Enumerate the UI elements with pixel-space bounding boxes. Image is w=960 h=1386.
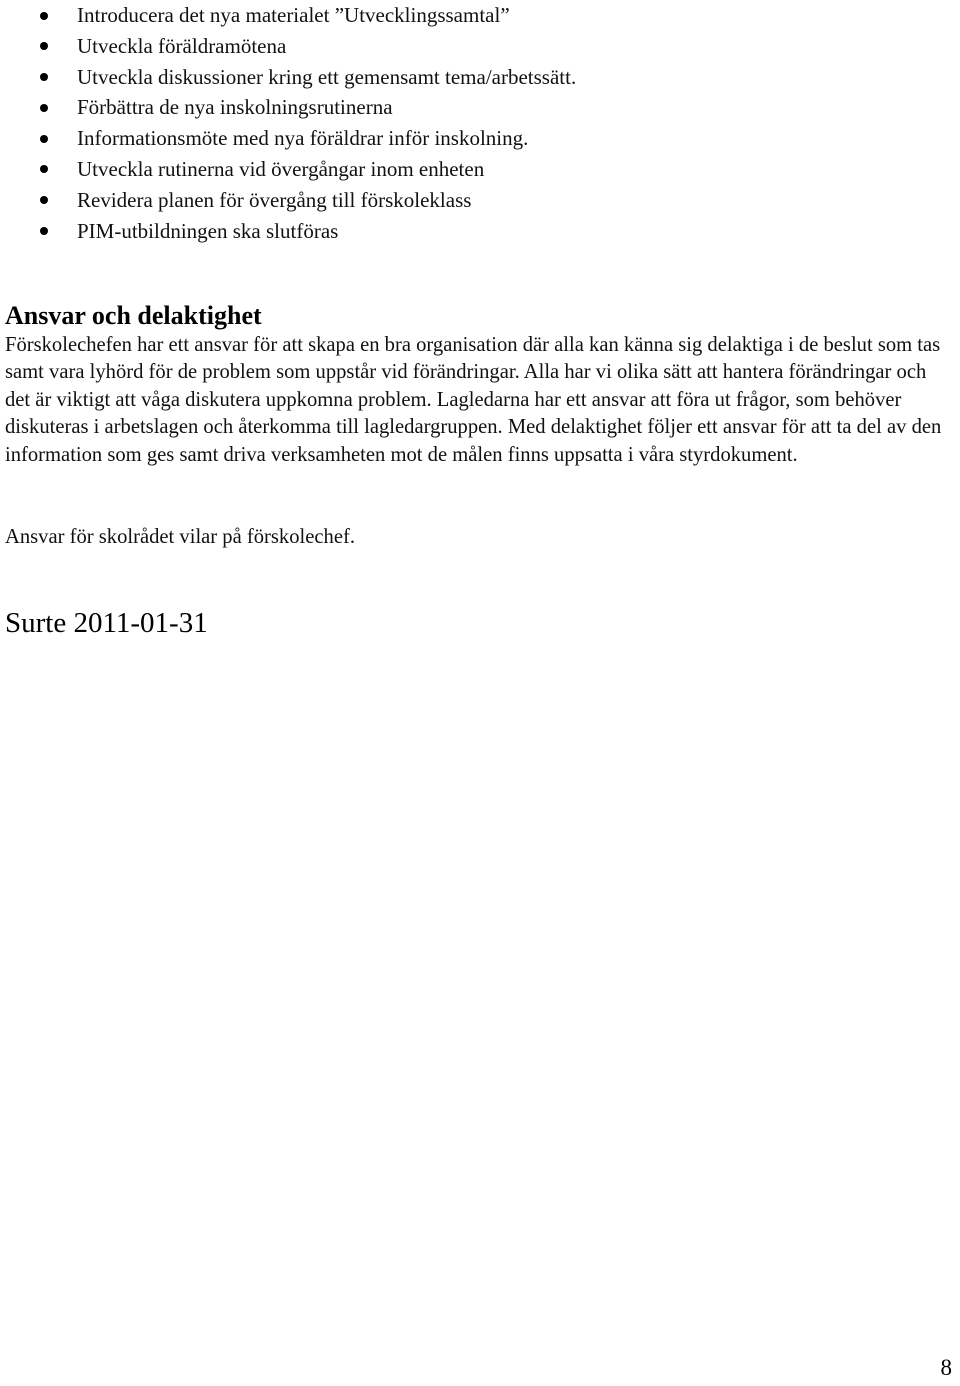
list-item [0,0,940,31]
list-item [0,154,940,185]
list-item-text: Introducera det nya materialet ”Utvecklingssamtal” [77,3,510,27]
page-number: 8 [940,1355,952,1380]
bullet-icon [40,42,48,50]
list-item-text: Revidera planen för övergång till förskoleklass [77,187,472,212]
list-item [0,123,940,154]
list-item-text: Informationsmöte med nya föräldrar inför inskolning. [77,126,529,151]
place-date-line: Surte 2011-01-31 [5,607,208,639]
list-item-text: Utveckla rutinerna vid övergångar inom enheten [77,156,485,181]
note-paragraph: Ansvar för skolrådet vilar på förskolechef. [5,526,355,548]
body-paragraph: Förskolechefen har ett ansvar för att skapa en bra organisation där alla kan känna sig delaktiga i de beslut som tas samt vara lyhörd för de problem som uppstår vid förändringar. Alla har vi olika sätt att hantera förändringar och det är viktigt att våga diskutera uppkomna problem. Lagledarna har ett ansvar att föra ut frågor, som behöver diskuteras i arbetslagen och återkomma till lagledargruppen. Med delaktighet följer ett ansvar för att ta del av den information som ges samt driva verksamheten mot de målen finns uppsatta i våra styrdokument. [5,334,942,466]
list-item [0,185,940,216]
goals-bullet-list [0,0,940,246]
list-item [0,92,940,123]
list-item-text: Förbättra de nya inskolningsrutinerna [77,95,393,120]
list-item [0,31,940,62]
bullet-icon [40,196,48,204]
bullet-icon [40,73,48,81]
list-item [0,216,940,247]
bullet-icon [40,12,48,20]
list-item [0,62,940,93]
bullet-icon [40,104,48,112]
list-item-text: Utveckla diskussioner kring ett gemensamt tema/arbetssätt. [77,64,577,89]
section-heading: Ansvar och delaktighet [5,301,262,330]
list-item-text: PIM-utbildningen ska slutföras [77,218,339,243]
bullet-icon [40,135,48,143]
bullet-icon [40,165,48,173]
list-item-text: Utveckla föräldramötena [77,33,287,58]
bullet-icon [40,227,48,235]
